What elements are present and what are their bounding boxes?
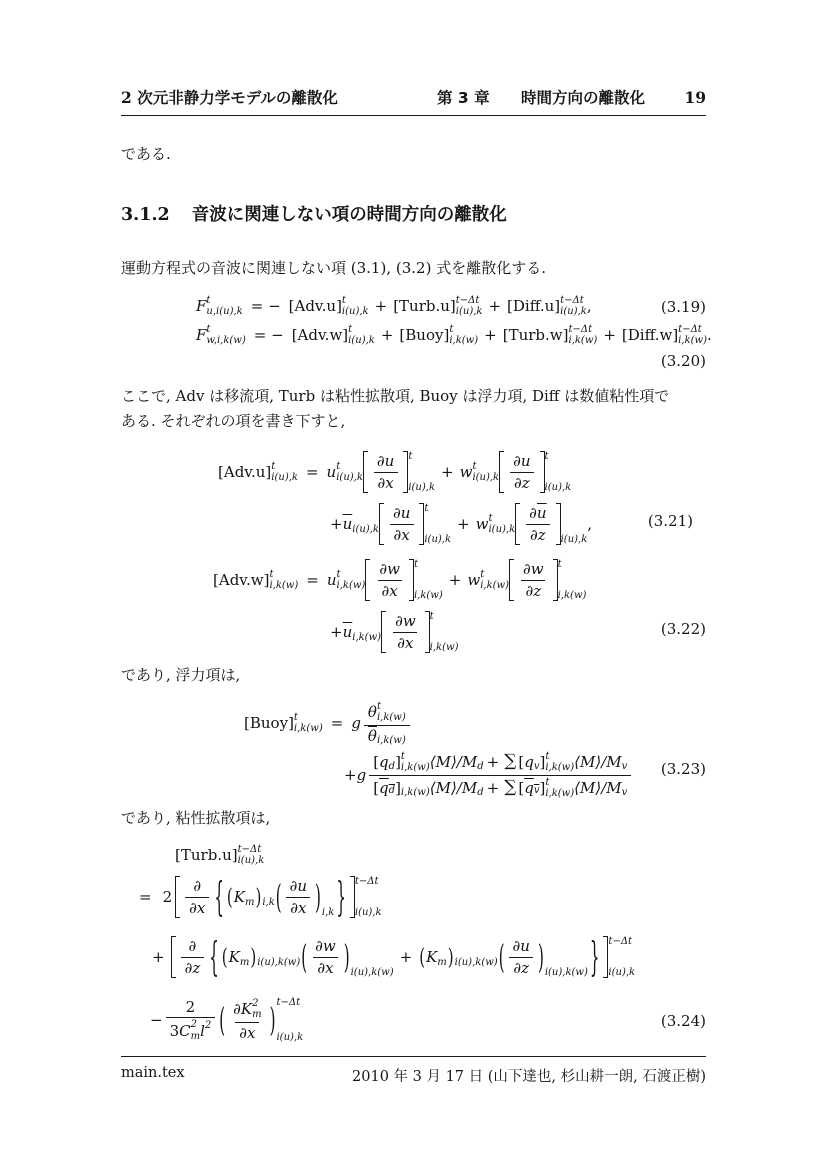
close-bracket: ] bbox=[336, 297, 342, 315]
big-open-bracket bbox=[171, 936, 176, 979]
equation-3-20 bbox=[196, 321, 712, 349]
coef-scripts: t i(u),k bbox=[336, 460, 363, 483]
close-paren: ) bbox=[250, 943, 257, 971]
term-scripts: t i(u),k bbox=[544, 450, 572, 493]
period: . bbox=[706, 326, 712, 344]
big-open-bracket bbox=[499, 451, 504, 494]
footer-date-authors: 2010 年 3 月 17 日 (山下達也, 杉山耕一朗, 石渡正樹) bbox=[352, 1069, 706, 1085]
equals: = bbox=[139, 888, 152, 906]
plus-operator: + bbox=[152, 948, 165, 966]
equation-3-24-line-3 bbox=[150, 992, 303, 1048]
term-adv-u: Adv.u bbox=[223, 463, 266, 481]
paragraph-viscosity-intro: であり, 粘性拡散項は, bbox=[121, 809, 271, 827]
close-bracket: ] bbox=[672, 326, 679, 344]
gravity-g: g bbox=[356, 766, 367, 784]
paren-derivative: ( $\frac{\partial u}{\partial z}$ ) i(u),k(w) bbox=[498, 936, 588, 978]
close-bracket: ] bbox=[231, 846, 238, 864]
big-open-bracket bbox=[379, 503, 384, 546]
lhs-base: F bbox=[196, 297, 207, 315]
open-bracket: [ bbox=[175, 846, 181, 864]
term-scripts: t−Δt i,k(w) bbox=[678, 323, 707, 346]
coefficient-fraction: 2 3 C 2 m l 2 bbox=[166, 997, 216, 1044]
close-paren: ) bbox=[269, 1000, 276, 1040]
bracket-derivative bbox=[499, 451, 571, 494]
close-bracket: ] bbox=[449, 297, 456, 315]
big-open-bracket bbox=[363, 451, 368, 494]
section-title: 音波に関連しない項の時間方向の離散化 bbox=[191, 205, 507, 225]
comma: , bbox=[586, 297, 592, 315]
comma: , bbox=[587, 515, 593, 533]
coefficient-2: 2 bbox=[162, 888, 173, 906]
plus-operator: + bbox=[399, 948, 413, 966]
term-adv-w: Adv.w bbox=[218, 571, 264, 589]
header-chapter-label: 第 3 章 bbox=[437, 89, 490, 107]
fraction: ∂ K 2 m ∂x bbox=[233, 997, 262, 1042]
term-scripts: t i(u),k bbox=[348, 323, 375, 346]
summation-sign: ∑ bbox=[504, 777, 517, 798]
bracket-derivative bbox=[509, 559, 586, 602]
equation-3-19 bbox=[196, 292, 592, 320]
big-open-bracket bbox=[515, 503, 520, 546]
term-scripts: t i,k(w) bbox=[557, 558, 587, 601]
close-bracket: ] bbox=[443, 326, 450, 344]
big-open-bracket bbox=[381, 611, 386, 654]
coefficient-w: w bbox=[475, 515, 489, 533]
lhs-scripts: t i,k(w) bbox=[293, 711, 323, 734]
coefficient-u: u bbox=[326, 571, 337, 589]
section-number: 3.1.2 bbox=[121, 205, 170, 225]
open-paren: ( bbox=[419, 943, 426, 971]
header-chapter bbox=[437, 86, 706, 108]
paren-derivative bbox=[218, 997, 303, 1044]
coefficient-u: u bbox=[326, 463, 337, 481]
open-paren: ( bbox=[275, 877, 282, 917]
paragraph-dearu: である. bbox=[121, 145, 171, 163]
term-diff-u: Diff.u bbox=[512, 297, 555, 315]
fraction: $\frac{\partial w}{\partial x}$ bbox=[379, 559, 400, 600]
term-buoy: Buoy bbox=[249, 714, 289, 732]
plus-operator: + bbox=[457, 515, 470, 533]
plus-operator: + bbox=[330, 515, 343, 533]
bracket-group bbox=[175, 872, 382, 922]
term-scripts: t i(u),k bbox=[424, 502, 452, 545]
coefficient-u-bar: $\overline{u}$ bbox=[342, 623, 353, 641]
lhs-scripts: t−Δt i(u),k bbox=[237, 843, 265, 866]
term-scripts: i(u),k bbox=[560, 533, 588, 545]
close-bracket: ] bbox=[288, 714, 294, 732]
plus-operator: + bbox=[330, 623, 343, 641]
equals: = bbox=[305, 463, 319, 481]
plus-operator: + bbox=[488, 297, 502, 315]
km-term: ( K m ) i(u),k(w) bbox=[419, 943, 498, 971]
d-dz-fraction: $\frac{\partial}{\partial z}$ bbox=[181, 936, 205, 979]
open-bracket: [ bbox=[291, 326, 298, 344]
term-turb-u: Turb.u bbox=[180, 846, 232, 864]
open-bracket: [ bbox=[213, 571, 219, 589]
close-bracket: ] bbox=[263, 571, 270, 589]
close-paren: ) bbox=[447, 943, 454, 971]
term-scripts: t−Δt i(u),k bbox=[276, 996, 304, 1043]
open-paren: ( bbox=[219, 1000, 226, 1040]
term-adv-u: Adv.u bbox=[294, 297, 337, 315]
bracket-derivative bbox=[381, 611, 458, 654]
equation-3-24-lhs bbox=[175, 841, 264, 869]
plus-operator: + bbox=[374, 297, 388, 315]
equals-minus: = − bbox=[250, 297, 281, 315]
term-scripts: t i(u),k bbox=[341, 294, 369, 317]
lhs-scripts: t i,k(w) bbox=[269, 568, 299, 591]
paren-derivative: ( $\frac{\partial u}{\partial x}$ ) i,k bbox=[275, 876, 335, 918]
lhs-scripts: t i(u),k bbox=[271, 460, 298, 483]
paragraph-intro: 運動方程式の音波に関連しない項 (3.1), (3.2) 式を離散化する. bbox=[121, 259, 546, 277]
equation-number-3-21: (3.21) bbox=[647, 512, 693, 530]
km-term: ( K m ) i(u),k(w) bbox=[221, 943, 301, 971]
lhs-scripts: t w,i,k(w) bbox=[206, 323, 246, 346]
open-paren: ( bbox=[221, 943, 228, 971]
page-footer bbox=[121, 1056, 706, 1086]
close-bracket: ] bbox=[562, 326, 569, 344]
plus-operator: + bbox=[484, 326, 497, 344]
plus-operator: + bbox=[344, 766, 357, 784]
fraction: $\frac{\partial w}{\partial z}$ bbox=[523, 559, 544, 600]
fraction: $\frac{\partial u}{\partial x}$ bbox=[286, 876, 311, 919]
term-turb-w: Turb.w bbox=[508, 326, 563, 344]
theta-fraction: θ t i,k(w) $\overline{\theta}$ i,k(w) bbox=[364, 700, 410, 747]
bracket-group bbox=[171, 932, 636, 982]
bracket-derivative bbox=[379, 503, 451, 546]
equation-number-3-23: (3.23) bbox=[660, 760, 706, 778]
equals-minus: = − bbox=[253, 326, 284, 344]
open-paren: ( bbox=[301, 937, 308, 977]
paragraph-buoyancy-intro: であり, 浮力項は, bbox=[121, 666, 241, 684]
header-page-number: 19 bbox=[684, 88, 706, 107]
lhs-scripts: t u,i(u),k bbox=[206, 294, 243, 317]
q-bar: qd bbox=[379, 778, 396, 797]
d-dx-fraction: $\frac{\partial}{\partial x}$ bbox=[185, 876, 209, 919]
gravity-g: g bbox=[351, 714, 361, 732]
paragraph-line: ある. それぞれの項を書き下すと, bbox=[121, 412, 346, 430]
plus-operator: + bbox=[380, 326, 394, 344]
open-bracket: [ bbox=[399, 326, 406, 344]
term-scripts: t−Δt i,k(w) bbox=[568, 323, 598, 346]
close-bracket: ] bbox=[554, 297, 561, 315]
open-bracket: [ bbox=[393, 297, 400, 315]
big-open-bracket bbox=[509, 559, 514, 602]
coefficient-w: w bbox=[459, 463, 473, 481]
close-bracket: ] bbox=[265, 463, 272, 481]
header-section-title bbox=[121, 86, 338, 108]
term-scripts: t i(u),k bbox=[408, 450, 436, 493]
plus-operator: + bbox=[441, 463, 454, 481]
coef-scripts: t i,k(w) bbox=[336, 568, 366, 591]
open-bracket: [ bbox=[244, 714, 250, 732]
equation-number-3-22: (3.22) bbox=[660, 620, 706, 638]
mixing-ratio-fraction: [ q d ] t i,k(w) ⟨M⟩/M d + ∑ [ q v ] t i,k(w) ⟨M⟩/M v [ qd ] i,k(w) ⟨M⟩/M d + ∑ [ qv ] t i,k(w) ⟨M⟩/M v bbox=[369, 750, 631, 801]
equals: = bbox=[306, 571, 319, 589]
equation-3-24-line-2 bbox=[146, 929, 635, 985]
fraction: $\frac{\partial w}{\partial x}$ bbox=[315, 936, 336, 977]
equation-3-21-line-1 bbox=[218, 447, 571, 497]
equation-number-3-19: (3.19) bbox=[660, 298, 706, 316]
coef-scripts: t i(u),k bbox=[488, 512, 516, 535]
term-buoy: Buoy bbox=[405, 326, 444, 344]
coef-scripts: i,k(w) bbox=[352, 631, 382, 643]
term-adv-w: Adv.w bbox=[297, 326, 343, 344]
close-paren: ) bbox=[315, 877, 321, 917]
fraction: $\frac{\partial w}{\partial x}$ bbox=[395, 611, 416, 652]
footer-filename: main.tex bbox=[121, 1065, 185, 1081]
minus-operator: − bbox=[150, 1011, 163, 1029]
plus-operator: + bbox=[448, 571, 462, 589]
bracket-derivative bbox=[365, 559, 442, 602]
q-bar: qv bbox=[524, 778, 540, 797]
bracket-derivative bbox=[515, 503, 587, 546]
fraction: ∂ $\overline{u}$ ∂z bbox=[525, 503, 550, 546]
header-section-text: 次元非静力学モデルの離散化 bbox=[137, 89, 338, 107]
open-bracket: [ bbox=[502, 326, 509, 344]
lhs-base: F bbox=[196, 326, 207, 344]
open-bracket: [ bbox=[507, 297, 513, 315]
close-brace: } bbox=[589, 932, 600, 982]
header-section-number: 2 bbox=[121, 88, 132, 107]
coefficient-w: w bbox=[467, 571, 481, 589]
close-brace: } bbox=[336, 872, 346, 922]
term-scripts: t−Δt i(u),k bbox=[560, 294, 587, 317]
bracket-derivative bbox=[363, 451, 435, 494]
equation-3-24-line-1 bbox=[131, 869, 382, 925]
paren-derivative: ( $\frac{\partial w}{\partial x}$ ) i(u),k(w) bbox=[301, 936, 394, 978]
header-chapter-title: 時間方向の離散化 bbox=[521, 89, 646, 107]
equation-number-3-24: (3.24) bbox=[660, 1012, 706, 1030]
equation-3-22-line-1 bbox=[213, 555, 586, 605]
open-bracket: [ bbox=[288, 297, 295, 315]
coef-scripts: t i,k(w) bbox=[480, 568, 509, 591]
close-paren: ) bbox=[537, 937, 544, 977]
term-scripts: t−Δt i(u),k bbox=[608, 935, 636, 978]
open-bracket: [ bbox=[218, 463, 224, 481]
big-open-bracket bbox=[175, 876, 180, 919]
equals: = bbox=[330, 714, 344, 732]
page-header bbox=[121, 86, 706, 116]
coefficient-u-bar: $\overline{u}$ bbox=[342, 515, 353, 533]
fraction: $\frac{\partial u}{\partial z}$ bbox=[509, 451, 534, 494]
open-bracket: [ bbox=[621, 326, 628, 344]
coef-scripts: t i(u),k bbox=[472, 460, 500, 483]
coef-scripts: i(u),k bbox=[352, 523, 379, 535]
paragraph-line: ここで, Adv は移流項, Turb は粘性拡散項, Buoy は浮力項, Diff は数値粘性項で bbox=[121, 387, 670, 405]
term-scripts: t−Δt i(u),k bbox=[354, 875, 382, 918]
fraction: $\frac{\partial u}{\partial x}$ bbox=[373, 451, 398, 494]
equation-3-23-line-1 bbox=[244, 697, 413, 749]
summation-sign: ∑ bbox=[504, 751, 517, 772]
close-paren: ) bbox=[255, 883, 262, 911]
term-scripts: t i,k(w) bbox=[429, 610, 459, 653]
fraction: $\frac{\partial u}{\partial z}$ bbox=[509, 936, 534, 979]
open-paren: ( bbox=[498, 937, 505, 977]
equation-3-22-line-2 bbox=[330, 607, 458, 657]
fraction: $\frac{\partial u}{\partial x}$ bbox=[389, 503, 414, 546]
term-scripts: t−Δt i(u),k bbox=[455, 294, 483, 317]
term-diff-w: Diff.w bbox=[627, 326, 673, 344]
equation-number-3-20: (3.20) bbox=[660, 352, 706, 370]
close-paren: ) bbox=[343, 937, 350, 977]
term-scripts: t i,k(w) bbox=[449, 323, 479, 346]
equation-3-23-line-2 bbox=[344, 746, 634, 804]
big-open-bracket bbox=[365, 559, 370, 602]
open-paren: ( bbox=[226, 883, 233, 911]
plus-operator: + bbox=[603, 326, 616, 344]
open-brace: { bbox=[209, 932, 219, 982]
open-brace: { bbox=[214, 872, 224, 922]
close-bracket: ] bbox=[342, 326, 349, 344]
equation-3-21-line-2 bbox=[330, 499, 592, 549]
term-turb-u: Turb.u bbox=[399, 297, 450, 315]
km-term: ( K m ) i,k bbox=[226, 883, 275, 911]
section-heading bbox=[121, 201, 507, 226]
paragraph-term-definitions bbox=[121, 384, 709, 434]
term-scripts: t i,k(w) bbox=[413, 558, 443, 601]
